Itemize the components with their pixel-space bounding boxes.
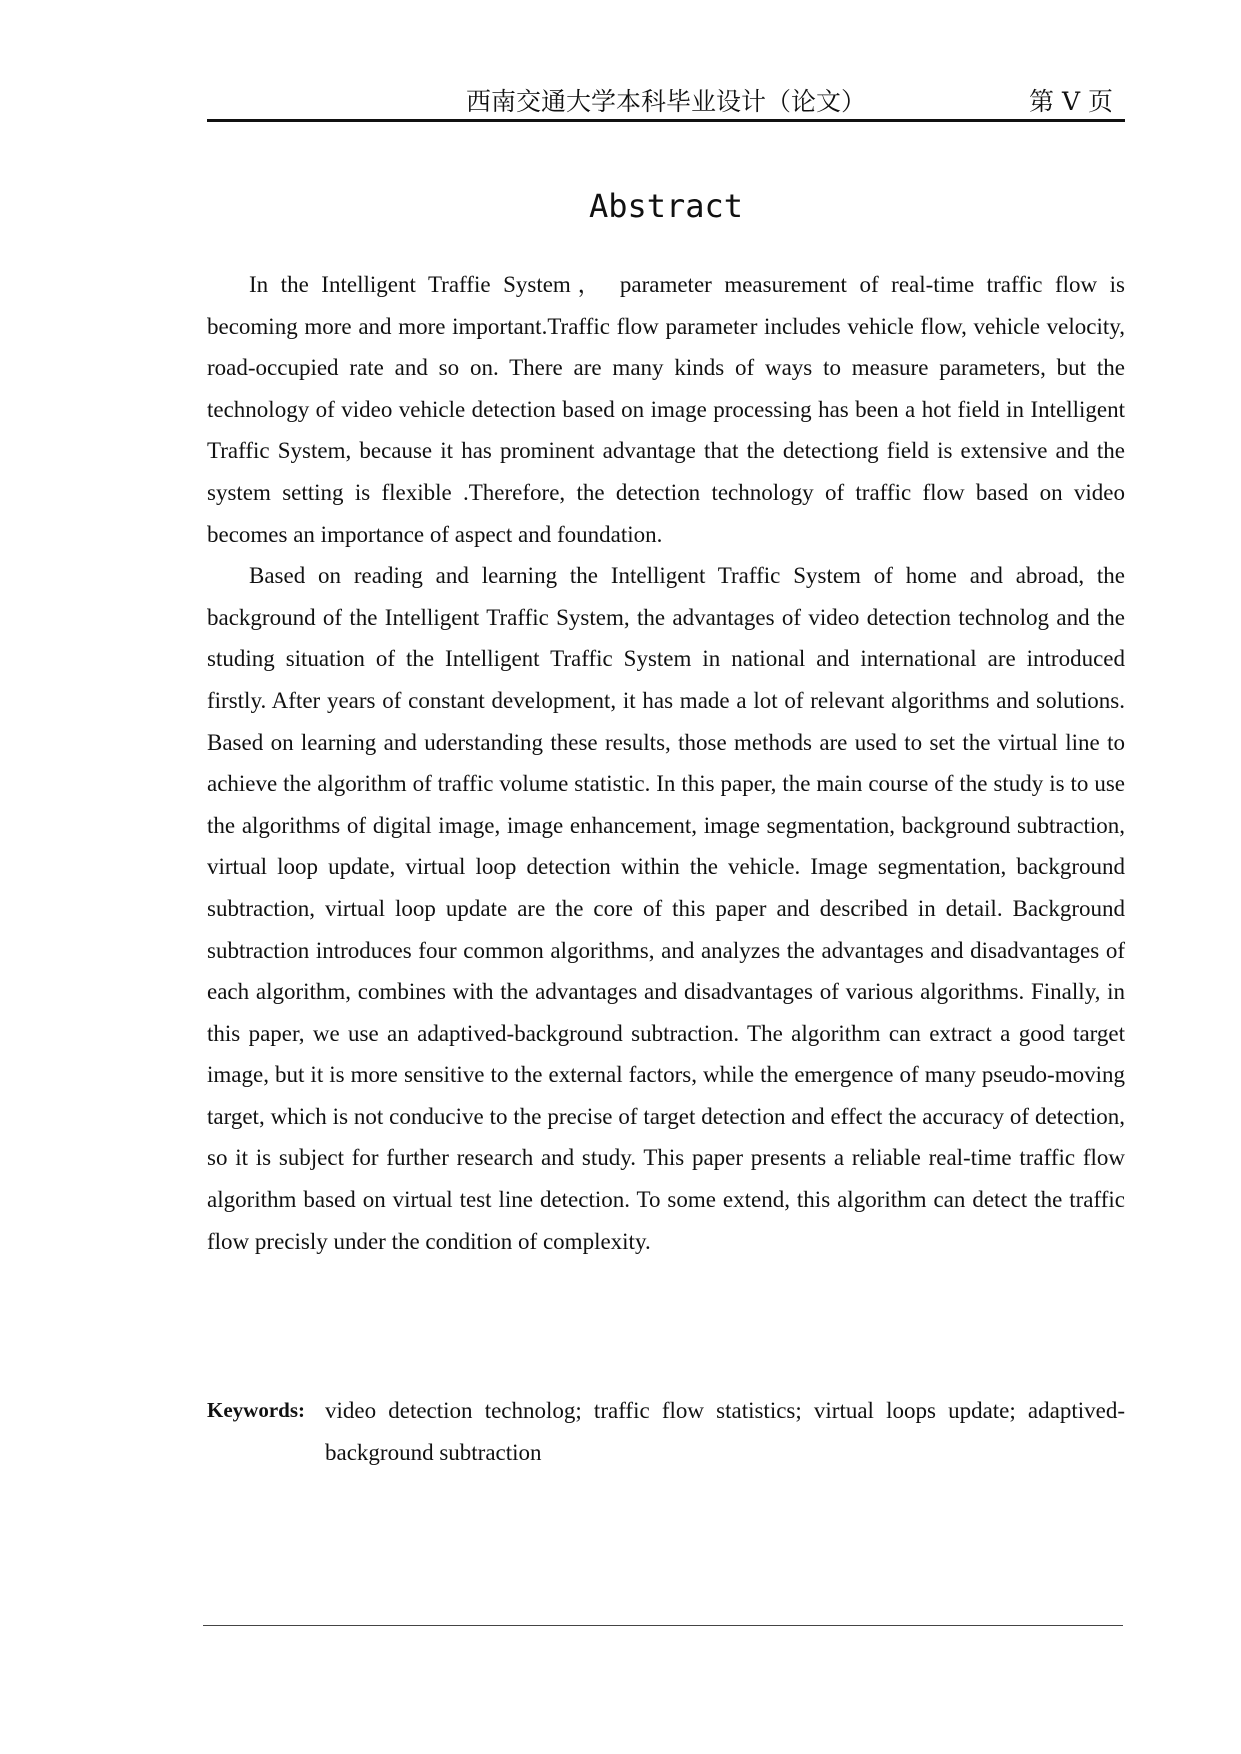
keywords-section xyxy=(207,1390,1125,1473)
abstract-paragraph-1: In the Intelligent Traffie System， parameter measurement of real-time traffic flow is becoming more and more important.Traffic flow parameter includes vehicle flow, vehicle velocity, road-occupied rate and so on. There are many kinds of ways to measure parameters, but the technology of video vehicle detection based on image processing has been a hot field in Intelligent Traffic System, because it has prominent advantage that the detectiong field is extensive and the system setting is flexible .Therefore, the detection technology of traffic flow based on video becomes an importance of aspect and foundation. xyxy=(207,272,1125,547)
keywords-label: Keywords: xyxy=(207,1398,305,1422)
header-rule xyxy=(207,119,1125,122)
abstract-body xyxy=(207,264,1125,1262)
header-page-number: 第 V 页 xyxy=(1029,87,1113,116)
abstract-title: Abstract xyxy=(588,187,744,225)
footer-rule xyxy=(203,1625,1123,1626)
keywords-text: video detection technolog; traffic flow statistics; virtual loops update; adaptived-background subtraction xyxy=(325,1398,1125,1465)
header-title: 西南交通大学本科毕业设计（论文） xyxy=(465,87,866,116)
abstract-paragraph-2: Based on reading and learning the Intelligent Traffic System of home and abroad, the background of the Intelligent Traffic System, the advantages of video detection technolog and the studing situation of the Intelligent Traffic System in national and international are introduced firstly. After years of constant development, it has made a lot of relevant algorithms and solutions. Based on learning and uderstanding these results, those methods are used to set the virtual line to achieve the algorithm of traffic volume statistic. In this paper, the main course of the study is to use the algorithms of digital image, image enhancement, image segmentation, background subtraction, virtual loop update, virtual loop detection within the vehicle. Image segmentation, background subtraction, virtual loop update are the core of this paper and described in detail. Background subtraction introduces four common algorithms, and analyzes the advantages and disadvantages of each algorithm, combines with the advantages and disadvantages of various algorithms. Finally, in this paper, we use an adaptived-background subtraction. The algorithm can extract a good target image, but it is more sensitive to the external factors, while the emergence of many pseudo-moving target, which is not conducive to the precise of target detection and effect the accuracy of detection, so it is subject for further research and study. This paper presents a reliable real-time traffic flow algorithm based on virtual test line detection. To some extend, this algorithm can detect the traffic flow precisly under the condition of complexity. xyxy=(207,563,1125,1254)
page-header xyxy=(207,86,1125,122)
